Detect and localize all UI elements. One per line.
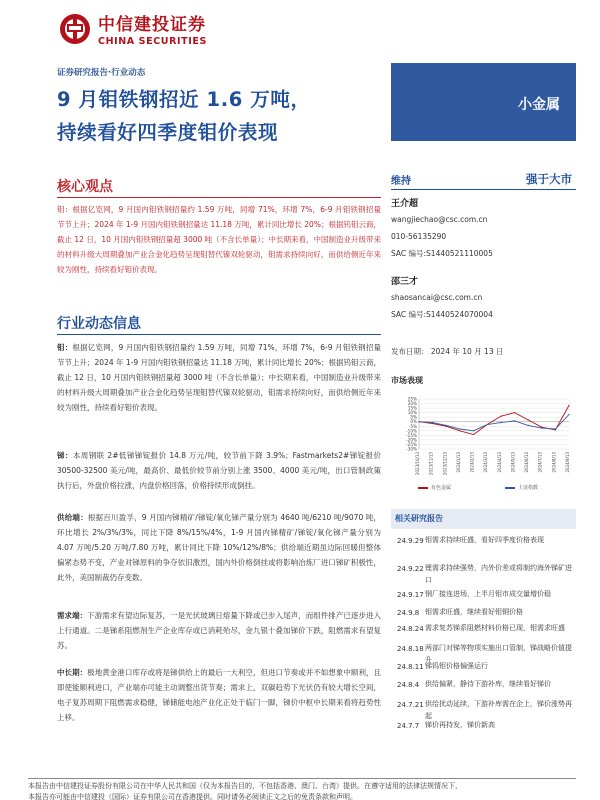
y-tick-label: -15% bbox=[406, 432, 417, 438]
paragraph-text: 根据亿览网，9 月国内钼铁钢招量约 1.59 万吨，同增 71%，环增 7%，6-9 月钼铁钢招量节节上升；2024 年 1-9 月国内钼铁钢招量达 11.18 万吨，累计同比增长 20%；根据钨钼云商，截止 12 日，10 月国内钼铁钢招量超 3000 吨（不含长单量）；中长期来看，中国制造业升级带来的材料升级大周期叠加产业合金化趋势呈现钼替代镍双轮驱动，钼需求持续向好，而供给侧近年来较为刚性，持续看好钼价表现。 bbox=[57, 343, 382, 412]
y-tick-label: -20% bbox=[406, 437, 417, 443]
related-report-date: 24.7.7 bbox=[397, 722, 420, 730]
y-tick-label: -25% bbox=[406, 441, 417, 447]
logo-text-cn: 中信建投证券 bbox=[98, 15, 206, 35]
paragraph-key: 中长期： bbox=[57, 668, 88, 677]
series-line bbox=[419, 405, 569, 434]
legend-item-series1 bbox=[418, 484, 451, 491]
y-tick-label: -5% bbox=[408, 423, 417, 429]
report-title-line2: 持续看好四季度钼价表现 bbox=[57, 121, 279, 144]
analyst-email[interactable]: shaosancai@csc.com.cn bbox=[391, 293, 483, 302]
x-tick-label: 2024/4/13 bbox=[496, 452, 502, 473]
paragraph-supply bbox=[57, 510, 381, 585]
company-logo-icon bbox=[58, 12, 92, 46]
related-report-date: 24.9.8 bbox=[397, 609, 420, 617]
disclaimer-line1: 本报告由中信建投证券股份有限公司在中华人民共和国（仅为本报告目的，不包括香港、澳门、台湾）提供。在遵守适用的法律法规情况下， bbox=[28, 782, 462, 790]
market-performance-chart bbox=[391, 393, 576, 495]
data-point bbox=[500, 416, 501, 417]
y-tick-label: 15% bbox=[407, 405, 417, 411]
x-tick-label: 2024/2/13 bbox=[469, 452, 475, 473]
rating-prefix: 维持 bbox=[391, 176, 411, 187]
data-point bbox=[473, 434, 474, 435]
related-report-date: 24.8.24 bbox=[397, 625, 424, 633]
related-report-date: 24.7.21 bbox=[397, 701, 424, 709]
related-report-title[interactable]: 供给扰动延续，下游补库需在企上，锑价涨势再起 bbox=[425, 700, 572, 720]
related-report-date: 24.9.22 bbox=[397, 565, 424, 573]
related-report-title[interactable]: 需求复苏锑系阻燃材料价格已现，钼需求旺盛 bbox=[425, 624, 565, 632]
industry-dynamics-heading: 行业动态信息 bbox=[57, 313, 381, 335]
y-tick-label: 5% bbox=[410, 414, 417, 420]
sector-banner bbox=[391, 63, 576, 141]
related-report-title[interactable]: 供给偏紧，静待下游补库，继续看好锑价 bbox=[425, 680, 551, 688]
analyst-name: 王介超 bbox=[391, 199, 419, 209]
data-point bbox=[527, 419, 528, 420]
x-tick-label: 2024/3/13 bbox=[483, 452, 489, 473]
paragraph-long-term bbox=[57, 665, 381, 725]
x-tick-label: 2024/1/13 bbox=[455, 452, 461, 473]
paragraph-key: 供给端： bbox=[57, 513, 88, 522]
analyst-sac: SAC 编号:S1440521110005 bbox=[391, 249, 493, 258]
rating-bar bbox=[391, 170, 576, 190]
legend-swatch bbox=[505, 487, 515, 489]
legend-label: 上证指数 bbox=[518, 485, 539, 491]
x-tick-label: 2024/5/13 bbox=[510, 452, 516, 473]
paragraph-text: 下游需求有望边际复苏，一是光伏玻璃日熔量下降或已步入尾声，而组件排产已逐步进入上行通道。二是锑系阻燃剂生产企业库存或已消耗殆尽，金九银十叠加锑价下跌，阻燃需求有望复苏。 bbox=[57, 611, 382, 650]
x-tick-label: 2023/12/13 bbox=[442, 452, 448, 476]
related-report-title[interactable]: 锑钨钼价格偏强运行 bbox=[425, 662, 488, 670]
disclaimer-footer bbox=[28, 778, 576, 800]
analyst-card bbox=[391, 274, 576, 322]
data-point bbox=[500, 422, 501, 423]
related-report-title[interactable]: 钢厂接连进场，上半月钼市成交量增价稳 bbox=[425, 590, 551, 598]
data-point bbox=[568, 405, 569, 406]
legend-label: 有色金属 bbox=[431, 485, 452, 491]
related-report-date: 24.9.17 bbox=[397, 591, 424, 599]
sector-name: 小金属 bbox=[518, 97, 560, 113]
paragraph-key: 钼： bbox=[57, 343, 73, 352]
related-research-title: 相关研究报告 bbox=[395, 514, 443, 523]
data-point bbox=[432, 422, 433, 423]
data-point bbox=[459, 428, 460, 429]
related-report-date: 24.8.18 bbox=[397, 645, 424, 653]
related-report-title[interactable]: 锂需求持续强势，内外价差或将制约海外锑矿进口 bbox=[425, 564, 572, 584]
disclaimer-line2: 本报告亦可能由中信建投（国际）证券有限公司在香港提供。同时请务必阅读正文之后的免责条款和声明。 bbox=[28, 793, 357, 800]
paragraph-text: 本周钢联 2#低锑锑锭报价 14.8 万元/吨，较节前下降 3.9%；Fastmarkets2#锑锭报价 30500-32500 美元/吨，最高价、最低价较节前分别上涨 3500、4000 美元/吨，出口管制政策执行后，外盘价格拉涨，内盘价格回落，价格持续形成倒挂。 bbox=[57, 451, 381, 490]
x-tick-label: 2024/7/13 bbox=[537, 452, 543, 473]
x-tick-label: 2023/11/13 bbox=[428, 452, 434, 476]
publish-date: 发布日期： 2024 年 10 月 13 日 bbox=[391, 347, 504, 356]
paragraph-antimony bbox=[57, 448, 381, 493]
data-point bbox=[568, 414, 569, 415]
related-report-date: 24.9.29 bbox=[397, 537, 424, 545]
x-tick-label: 2024/6/13 bbox=[524, 452, 530, 473]
data-point bbox=[527, 425, 528, 426]
related-report-title[interactable]: 钼需求持续旺盛，看好四季度价格表现 bbox=[425, 536, 544, 544]
analyst-sac: SAC 编号:S1440524070004 bbox=[391, 310, 493, 319]
analyst-phone: 010-56135290 bbox=[391, 232, 447, 241]
y-tick-label: 0% bbox=[410, 419, 417, 425]
analyst-card bbox=[391, 196, 576, 261]
x-tick-label: 2023/10/13 bbox=[415, 452, 420, 476]
x-tick-label: 2024/9/13 bbox=[565, 452, 570, 473]
data-point bbox=[541, 427, 542, 428]
paragraph-key: 锑： bbox=[57, 451, 73, 460]
y-tick-label: -30% bbox=[406, 446, 417, 452]
related-report-title[interactable]: 两部门对锑等物项实施出口管制，锑战略价值提升 bbox=[425, 644, 572, 664]
related-research-heading bbox=[391, 509, 576, 529]
related-report-date: 24.8.4 bbox=[397, 681, 420, 689]
x-tick-label: 2024/8/13 bbox=[551, 452, 557, 473]
data-point bbox=[514, 420, 515, 421]
core-view-text: 钼：根据亿览网，9 月国内钼铁钢招量约 1.59 万吨，同增 71%，环增 7%，6-9 月钼铁钢招量节节上升；2024 年 1-9 月国内钼铁钢招量达 11.18 万吨，累计同比增长 20%；根据钨钼云商，截止 12 日，10 月国内钼铁钢招量超 3000 吨（不含长单量）；中长期来看，中国制造业升级带来的材料升级大周期叠加产业合金化趋势呈现钼替代镍双轮驱动，钼需求持续向好，而供给侧近年来较为刚性，持续看好钼价表现。 bbox=[57, 205, 381, 274]
related-report-title[interactable]: 锑价再持发，锑价新高 bbox=[425, 721, 495, 729]
legend-swatch bbox=[418, 487, 428, 489]
report-title-line1: 9 月钼铁钢招近 1.6 万吨， bbox=[57, 88, 311, 111]
company-logo bbox=[58, 10, 207, 47]
related-report-date: 24.8.11 bbox=[397, 663, 424, 671]
y-tick-label: 10% bbox=[407, 410, 417, 416]
paragraph-key: 需求端： bbox=[57, 611, 88, 620]
paragraph-molybdenum bbox=[57, 340, 381, 415]
rating-value: 强于大市 bbox=[526, 172, 572, 186]
analyst-email[interactable]: wangjiechao@csc.com.cn bbox=[391, 215, 488, 224]
data-point bbox=[487, 424, 488, 425]
data-point bbox=[514, 412, 515, 413]
data-point bbox=[418, 421, 419, 422]
paragraph-demand bbox=[57, 608, 381, 653]
core-view-heading: 核心观点 bbox=[57, 176, 381, 198]
data-point bbox=[446, 425, 447, 426]
data-point bbox=[473, 430, 474, 431]
y-tick-label: 20% bbox=[407, 401, 417, 407]
data-point bbox=[459, 430, 460, 431]
analyst-name: 邵三才 bbox=[391, 277, 419, 287]
data-point bbox=[555, 428, 556, 429]
related-report-title[interactable]: 钼需求旺盛，继续看好钼铜价格 bbox=[425, 608, 523, 616]
market-performance-title: 市场表现 bbox=[391, 376, 423, 385]
paragraph-text: 根据百川盈孚，9 月国内锑精矿/锑锭/氧化锑产量分别为 4640 吨/6210 吨/9070 吨，环比增长 2%/3%/3%，同比下降 8%/15%/4%，1-9 月国内锑精矿/锑锭/氧化锑产量分别为 4.07 万吨/5.20 万吨/7.80 万吨，累计同比下降 10%/12%/8%；供给端近期虽边际回暖但整体偏紧态势不变，产业对锑原料的争夺依旧激烈，国内外价格倒挂或将影响冶炼厂进口锑矿积极性，此外，美国制裁仍存变数。 bbox=[57, 513, 382, 582]
paragraph-text: 极地黄金港口库存或将是锑供给上的最后一大利空，但进口节奏或并不如想象中顺利，且即使能顺利进口，产业端亦可能主动调整出货节奏；需求上，双碳趋势下光伏仍有较大增长空间，电子复苏周期下阻燃需求稳健，锑储能电池产业化正处于临门一脚，锑价中枢中长期来看将趋势性上移。 bbox=[57, 668, 382, 722]
report-type: 证券研究报告·行业动态 bbox=[57, 68, 146, 78]
y-tick-label: 25% bbox=[407, 396, 417, 402]
legend-item-series2 bbox=[505, 484, 538, 491]
logo-text-en: CHINA SECURITIES bbox=[98, 36, 207, 47]
y-tick-label: -10% bbox=[406, 428, 417, 434]
